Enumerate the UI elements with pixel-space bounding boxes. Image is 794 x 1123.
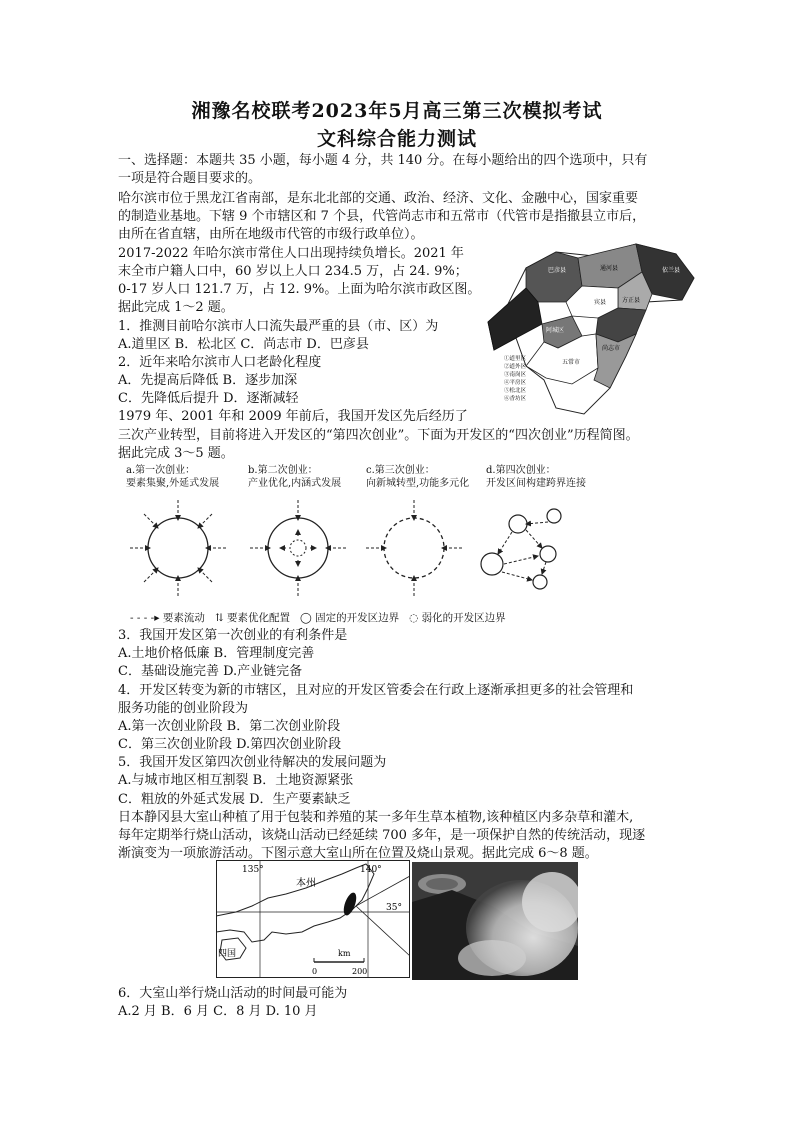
stage-a-title: a.第一次创业： [126, 465, 196, 476]
passage-line: 每年定期举行烧山活动，该烧山活动已经延续 700 多年，是一项保护自然的传统活动，现逐 [118, 828, 646, 843]
map-label: 五常市 [562, 359, 581, 366]
question-1: 1．推测目前哈尔滨市人口流失最严重的县（市、区）为 [118, 319, 439, 334]
lon-140-label: 140° [360, 865, 382, 875]
map-legend-item: ③南岗区 [504, 372, 527, 378]
stage-d-title: d.第四次创业： [486, 465, 556, 476]
question-4-cont: 服务功能的创业阶段为 [118, 701, 249, 716]
map-legend-item: ⑥香坊区 [504, 396, 527, 402]
swap-arrows-icon: ⇅ [214, 612, 224, 624]
stage-b-desc: 产业优化,内涵式发展 [248, 478, 342, 489]
scale-unit: km [338, 949, 351, 958]
question-6-options: A.2 月 B．6 月 C．8 月 D. 10 月 [118, 1004, 318, 1019]
question-4-options-cd: C．第三次创业阶段 D.第四次创业阶段 [118, 737, 342, 752]
shikoku-label: 四国 [218, 949, 237, 959]
question-3-options-ab: A.土地价格低廉 B．管理制度完善 [118, 646, 315, 661]
honshu-label: 本州 [296, 878, 316, 889]
passage-line: 据此完成 1～2 题。 [118, 300, 234, 315]
map-label: 通河县 [600, 265, 619, 272]
stage-b-graphic [250, 500, 346, 596]
stage-d-graphic [481, 509, 561, 589]
passage-line: 2017-2022 年哈尔滨市常住人口出现持续负增长。2021 年 [118, 246, 464, 261]
map-label: 依兰县 [662, 267, 681, 274]
question-2-options-cd: C．先降低后提升 D．逐渐减轻 [118, 391, 299, 406]
stages-legend [130, 610, 506, 625]
map-legend-item: ④平房区 [504, 380, 527, 386]
lon-135-label: 135° [242, 865, 264, 875]
passage-line: 日本静冈县大室山种植了用于包装和养殖的某一多年生草本植物,该种植区内多杂草和灌木, [118, 810, 634, 825]
question-2: 2．近年来哈尔滨市人口老龄化程度 [118, 355, 322, 370]
legend-weak: 弱化的开发区边界 [421, 612, 506, 624]
exam-title: 湘豫名校联考2023年5月高三第三次模拟考试 [191, 100, 603, 122]
map-label: 巴彦县 [548, 267, 567, 274]
exam-subtitle: 文科综合能力测试 [316, 128, 477, 150]
stage-c-desc: 向新城转型,功能多元化 [366, 478, 470, 489]
legend-fixed: 固定的开发区边界 [315, 612, 400, 624]
stage-c-graphic [366, 500, 462, 596]
map-label: 方正县 [622, 297, 641, 304]
passage-line: 渐演变为一项旅游活动。下图示意大室山所在位置及烧山景观。据此完成 6～8 题。 [118, 846, 598, 861]
map-label: 宾县 [594, 299, 607, 306]
section-intro-line-2: 一项是符合题目要求的。 [118, 171, 262, 186]
question-2-options-ab: A．先提高后降低 B．逐步加深 [118, 373, 298, 388]
dashed-arrow-icon: - - - -▸ [130, 612, 160, 624]
passage-line: 哈尔滨市位于黑龙江省南部，是东北北部的交通、政治、经济、文化、金融中心，国家重要 [118, 191, 639, 206]
passage-line: 由所在省直辖，由所在地级市代管的市级行政单位）。 [118, 227, 424, 242]
map-legend-item: ⑤松北区 [504, 388, 527, 394]
question-6: 6．大室山举行烧山活动的时间最可能为 [118, 986, 348, 1001]
stage-c-title: c.第三次创业： [366, 465, 435, 476]
map-legend-item: ②道外区 [504, 364, 527, 370]
section-intro-line-1: 一、选择题：本题共 35 小题，每小题 4 分，共 140 分。在每小题给出的四个选项中，只有 [118, 153, 648, 168]
stage-a-desc: 要素集聚,外延式发展 [126, 478, 220, 489]
harbin-district-map [486, 238, 698, 416]
legend-flow: 要素流动 [162, 612, 205, 624]
four-stages-diagram [118, 464, 604, 632]
passage-line: 的制造业基地。下辖 9 个市辖区和 7 个县，代管尚志市和五常市（代管市是指撤县立市后， [118, 209, 646, 224]
map-label: 尚志市 [602, 345, 621, 352]
question-4: 4．开发区转变为新的市辖区，且对应的开发区管委会在行政上逐渐承担更多的社会管理和 [118, 683, 634, 698]
scale-zero: 0 [312, 967, 318, 976]
lat-35-label: 35° [386, 903, 402, 913]
stage-b-title: b.第二次创业： [248, 465, 318, 476]
scale-200: 200 [352, 967, 368, 976]
map-legend-item: ①道里区 [504, 356, 527, 362]
question-3-options-cd: C．基础设施完善 D.产业链完备 [118, 664, 303, 679]
japan-location-map [216, 860, 410, 978]
legend-optimize: 要素优化配置 [227, 612, 290, 624]
solid-circle-icon: ◯ [300, 612, 312, 624]
passage-line: 三次产业转型，目前将进入开发区的“第四次创业”。下面为开发区的“四次创业”历程简图。 [118, 428, 639, 443]
question-4-options-ab: A.第一次创业阶段 B．第二次创业阶段 [118, 719, 341, 734]
passage-line: 1979 年、2001 年和 2009 年前后，我国开发区先后经历了 [118, 409, 468, 424]
passage-line: 末全市户籍人口中，60 岁以上人口 234.5 万，占 24. 9%； [118, 264, 468, 279]
stage-a-graphic [130, 500, 226, 596]
question-5: 5．我国开发区第四次创业待解决的发展问题为 [118, 755, 387, 770]
question-5-options-ab: A.与城市地区相互割裂 B．土地资源紧张 [118, 773, 354, 788]
mountain-burning-photo [412, 862, 578, 980]
dashed-circle-icon: ◌ [409, 612, 419, 624]
question-3: 3．我国开发区第一次创业的有利条件是 [118, 628, 348, 643]
question-5-options-cd: C．粗放的外延式发展 D．生产要素缺乏 [118, 792, 351, 807]
stage-d-desc: 开发区间构建跨界连接 [486, 478, 586, 489]
passage-line: 据此完成 3～5 题。 [118, 446, 234, 461]
passage-line: 0-17 岁人口 121.7 万，占 12. 9%。上面为哈尔滨市政区图。 [118, 282, 481, 297]
map-label: 阿城区 [546, 327, 565, 334]
question-1-options: A.道里区 B．松北区 C．尚志市 D．巴彦县 [118, 337, 369, 352]
